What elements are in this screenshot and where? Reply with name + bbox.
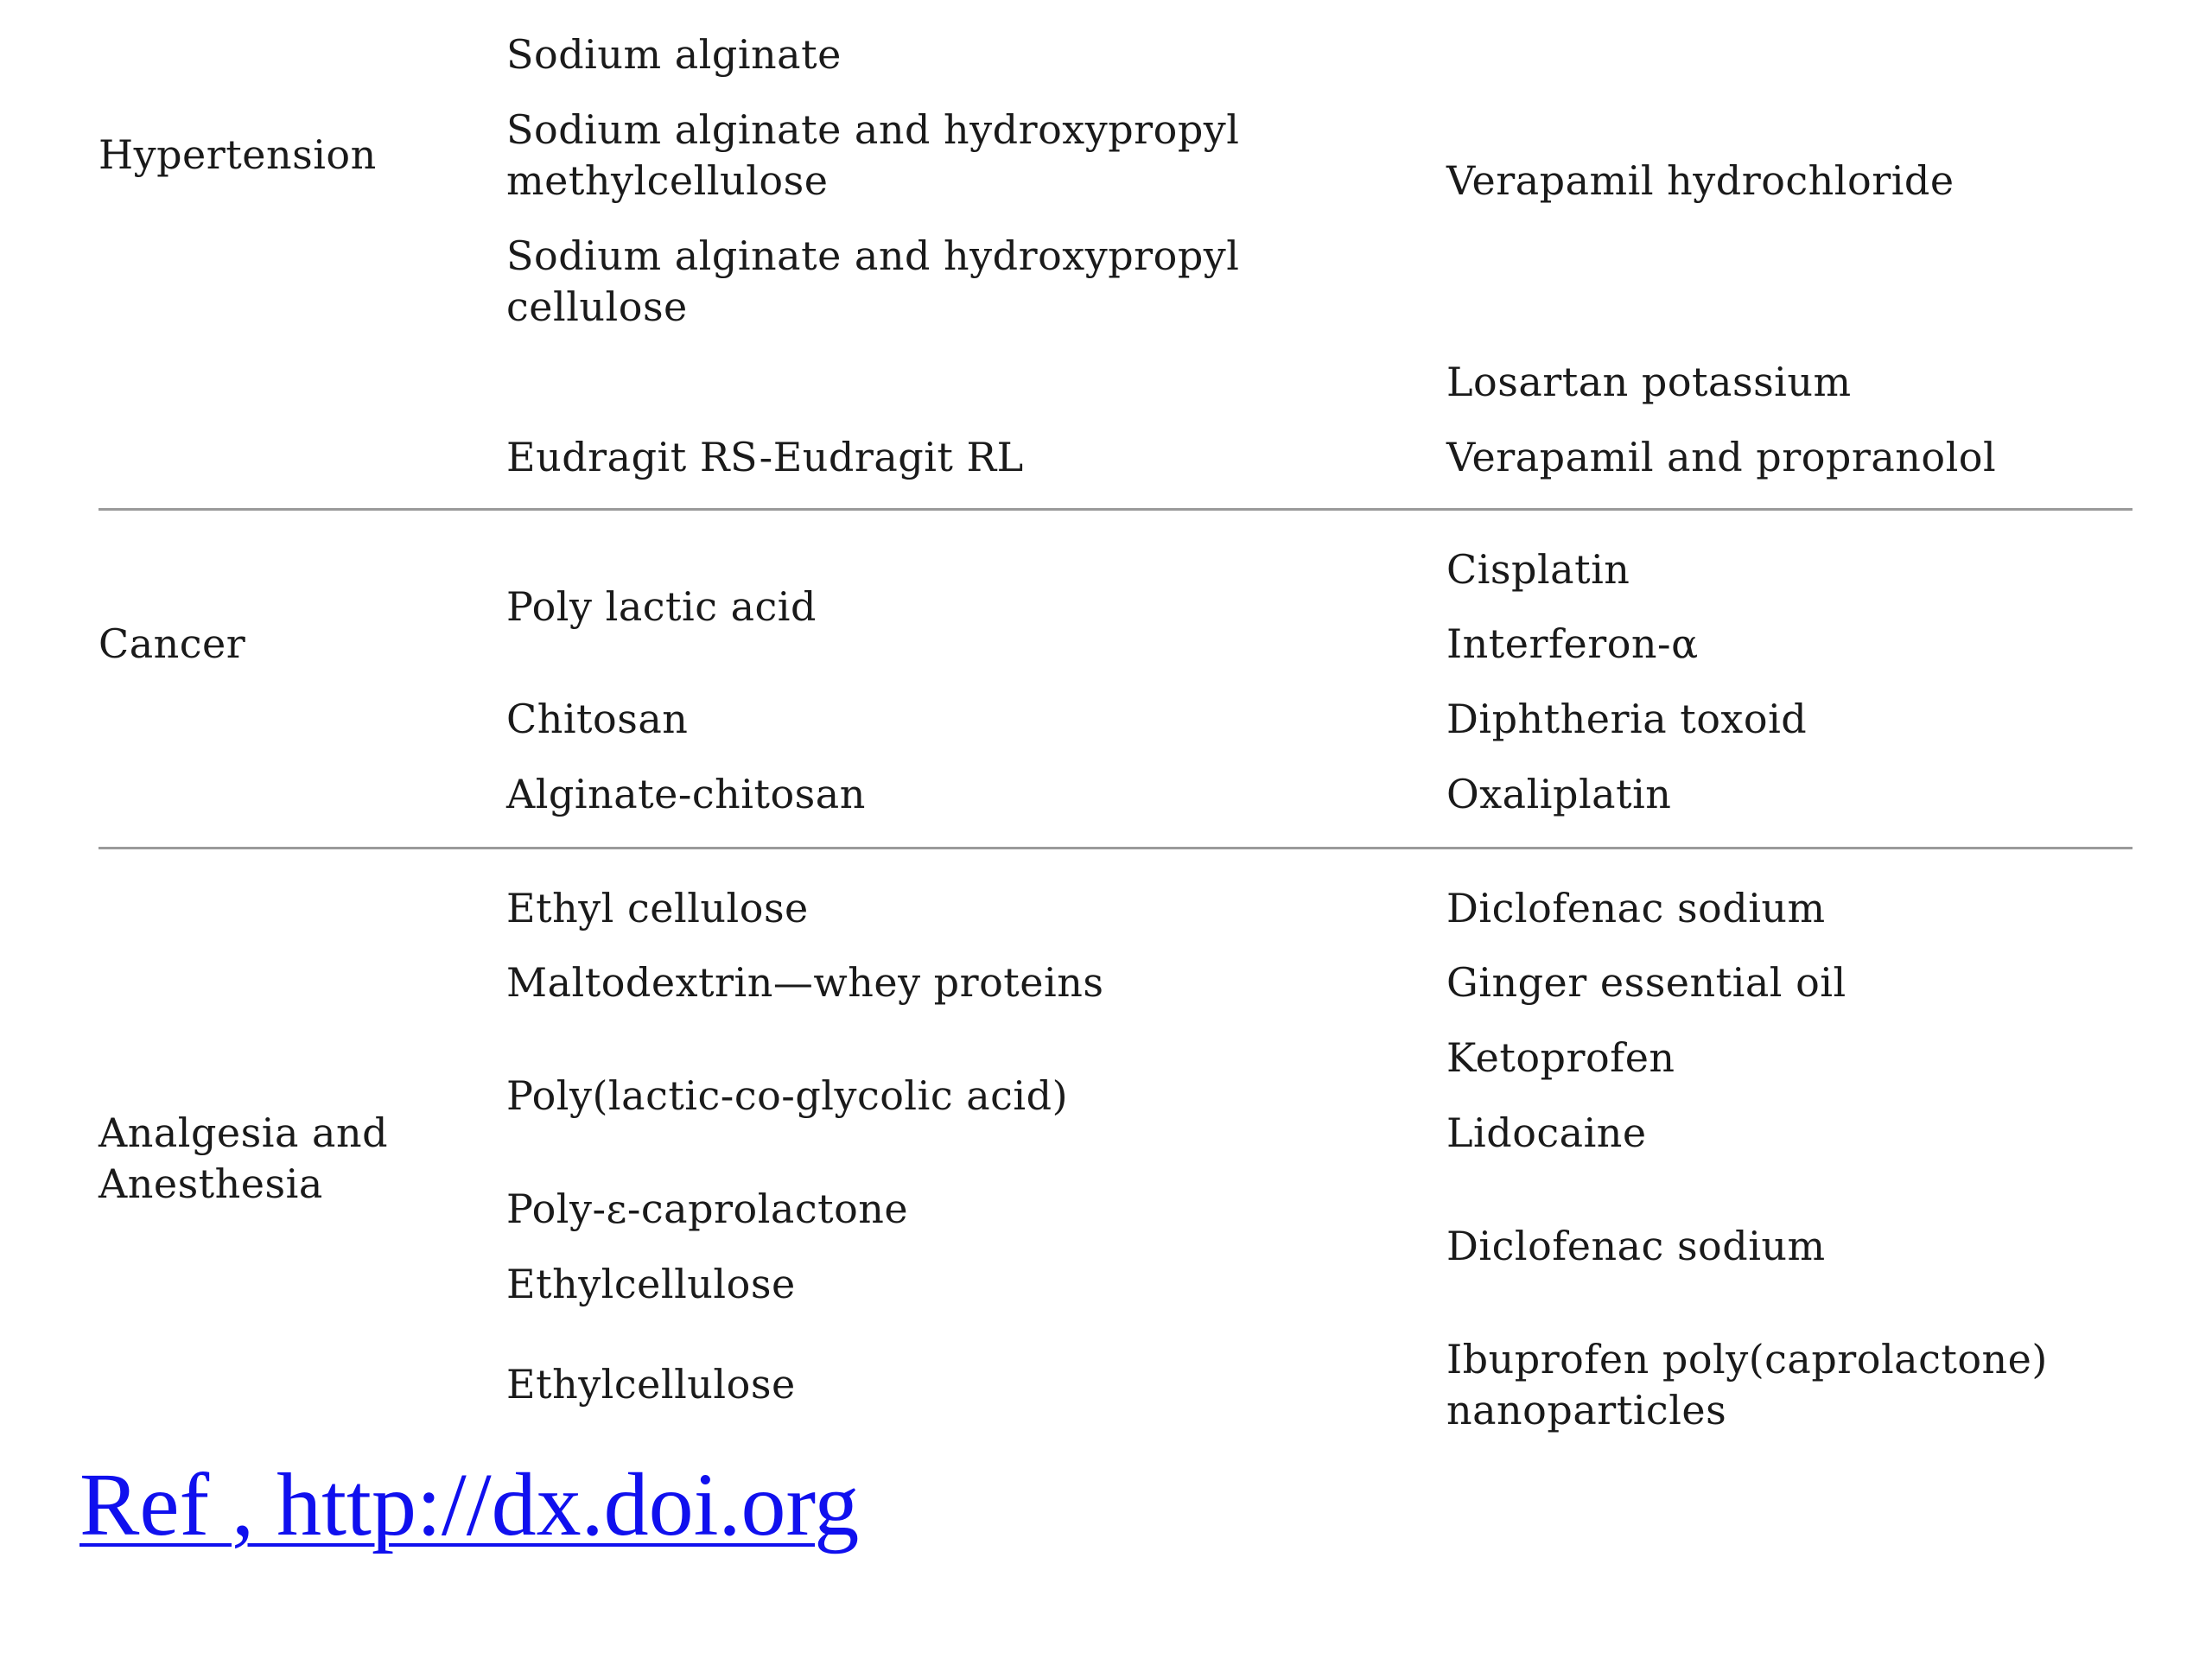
carrier-cell: Alginate-chitosan (506, 771, 866, 817)
disease-hypertension: Hypertension (99, 131, 377, 178)
carrier-cell: Maltodextrin—whey proteins (506, 959, 1104, 1006)
disease-cancer: Cancer (99, 620, 246, 667)
carrier-cell: Chitosan (506, 696, 689, 742)
section-divider (99, 508, 2133, 511)
drug-cell: Interferon-α (1446, 620, 1699, 667)
carrier-cell: Sodium alginate (506, 31, 842, 78)
drug-cell: Ketoprofen (1446, 1034, 1675, 1081)
drug-cell: Verapamil and propranolol (1446, 434, 1997, 480)
drug-cell: Cisplatin (1446, 546, 1630, 593)
carrier-cell: Ethylcellulose (506, 1261, 796, 1307)
carrier-cell: Poly-ε-caprolactone (506, 1185, 909, 1232)
drug-cell: Ibuprofen poly(caprolactone) (1446, 1336, 2048, 1382)
carrier-cell: Eudragit RS-Eudragit RL (506, 434, 1024, 480)
carrier-cell: methylcellulose (506, 157, 829, 204)
carrier-cell: Poly lactic acid (506, 583, 817, 630)
section-divider (99, 847, 2133, 849)
carrier-cell: Ethyl cellulose (506, 885, 809, 931)
reference-link[interactable]: Ref , http://dx.doi.org (79, 1455, 860, 1554)
drug-cell: Oxaliplatin (1446, 771, 1672, 817)
carrier-cell: Sodium alginate and hydroxypropyl (506, 106, 1240, 153)
carrier-cell: Poly(lactic-co-glycolic acid) (506, 1072, 1069, 1119)
disease-analgesia: Analgesia and (99, 1109, 389, 1156)
drug-cell: Ginger essential oil (1446, 959, 1847, 1006)
drug-cell: Diclofenac sodium (1446, 885, 1826, 931)
drug-cell: Diclofenac sodium (1446, 1223, 1826, 1269)
drug-cell: nanoparticles (1446, 1387, 1727, 1433)
drug-cell: Losartan potassium (1446, 359, 1852, 405)
carrier-cell: cellulose (506, 283, 688, 330)
carrier-cell: Sodium alginate and hydroxypropyl (506, 232, 1240, 279)
drug-cell: Lidocaine (1446, 1109, 1647, 1156)
drug-cell: Diphtheria toxoid (1446, 696, 1808, 742)
carrier-cell: Ethylcellulose (506, 1361, 796, 1408)
disease-anesthesia: Anesthesia (99, 1160, 323, 1207)
drug-cell: Verapamil hydrochloride (1446, 157, 1955, 204)
